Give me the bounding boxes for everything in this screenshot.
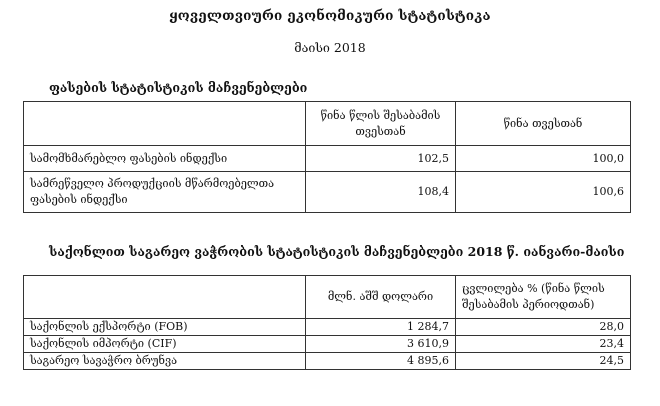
row-value-change: 23,4	[456, 336, 631, 353]
row-value-yoy: 102,5	[306, 146, 456, 172]
row-value-yoy: 108,4	[306, 172, 456, 213]
header-cell-value: მლნ. აშშ დოლარი	[306, 276, 456, 319]
table-header-row	[24, 276, 631, 319]
row-value-mom: 100,0	[456, 146, 631, 172]
foreign-trade-heading: საქონლით საგარეო ვაჭრობის სტატისტიკის მაჩვენებლები 2018 წ. იანვარი-მაისი	[49, 244, 625, 259]
row-label: სამრეწველო პროდუქციის მწარმოებელთა ფასების ინდექსი	[24, 172, 306, 213]
row-label: საქონლის იმპორტი (CIF)	[24, 336, 306, 353]
header-cell-empty	[24, 276, 306, 319]
table-row	[24, 353, 631, 370]
row-value-change: 28,0	[456, 319, 631, 336]
table-row	[24, 319, 631, 336]
price-statistics-table	[23, 101, 631, 213]
row-value-change: 24,5	[456, 353, 631, 370]
header-cell-mom: წინა თვესთან	[456, 102, 631, 146]
price-statistics-heading: ფასების სტატისტიკის მაჩვენებლები	[49, 80, 308, 95]
header-cell-empty	[24, 102, 306, 146]
document-date: მაისი 2018	[294, 40, 366, 55]
row-label: სამომხმარებლო ფასების ინდექსი	[24, 146, 306, 172]
table-header-row	[24, 102, 631, 146]
table-row	[24, 146, 631, 172]
row-label: საქონლის ექსპორტი (FOB)	[24, 319, 306, 336]
table-row	[24, 336, 631, 353]
row-value-usd: 4 895,6	[306, 353, 456, 370]
row-value-usd: 3 610,9	[306, 336, 456, 353]
document-title: ყოველთვიური ეკონომიკური სტატისტიკა	[169, 8, 491, 24]
foreign-trade-table	[23, 275, 631, 370]
row-value-usd: 1 284,7	[306, 319, 456, 336]
row-label: საგარეო სავაჭრო ბრუნვა	[24, 353, 306, 370]
table-row	[24, 172, 631, 213]
header-cell-change: ცვლილება % (წინა წლის შესაბამის პერიოდთან)	[456, 276, 631, 319]
header-cell-yoy: წინა წლის შესაბამის თვესთან	[306, 102, 456, 146]
row-value-mom: 100,6	[456, 172, 631, 213]
